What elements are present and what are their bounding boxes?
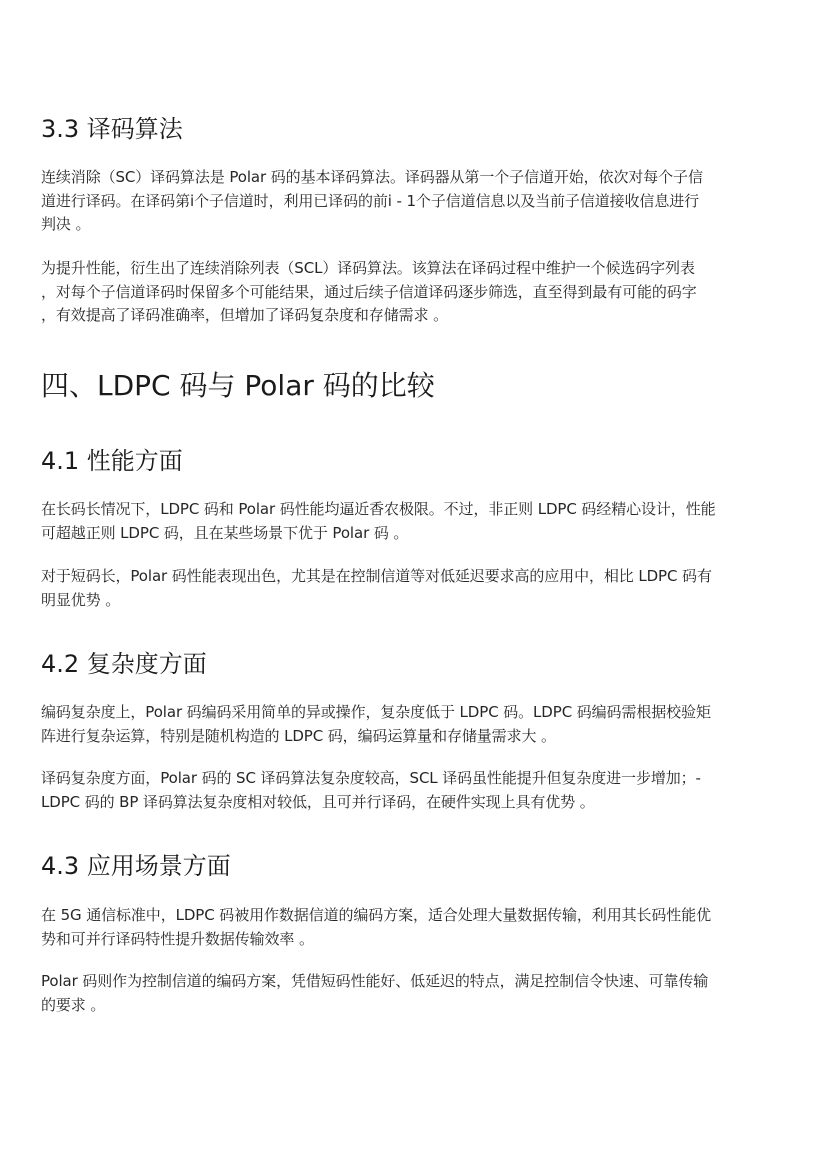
paragraph-line: 明显优势 。 [41,590,121,609]
paragraph-line: 连续消除（SC）译码算法是 Polar 码的基本译码算法。译码器从第一个子信道开始，依次对每个子信 [41,168,703,186]
paragraph-line: 在长码长情况下，LDPC 码和 Polar 码性能均逼近香农极限。不过，非正则 LDPC 码经精心设计，性能 [41,500,716,518]
paragraph-line: ，对每个子信道译码时保留多个可能结果，通过后续子信道译码逐步筛选，直至得到最有可能的码字 [41,282,697,301]
paragraph-line: 道进行译码。在译码第i个子信道时，利用已译码的前i - 1个子信道信息以及当前子信道接收信息进行 [41,191,700,210]
paragraph-line: Polar 码则作为控制信道的编码方案，凭借短码性能好、低延迟的特点，满足控制信令快速、可靠传输 [41,972,709,990]
paragraph-line: 的要求 。 [41,995,106,1014]
paragraph-5g-ldpc [41,904,789,951]
paragraph-line: 可超越正则 LDPC 码，且在某些场景下优于 Polar 码 。 [41,523,409,542]
paragraph-line: 对于短码长，Polar 码性能表现出色，尤其是在控制信道等对低延迟要求高的应用中，相比 LDPC 码有 [41,567,712,585]
paragraph-performance-long [41,498,789,545]
paragraph-line: 为提升性能，衍生出了连续消除列表（SCL）译码算法。该算法在译码过程中维护一个候选码字列表 [41,259,695,277]
paragraph-line: 编码复杂度上，Polar 码编码采用简单的异或操作，复杂度低于 LDPC 码。LDPC 码编码需根据校验矩 [41,703,711,721]
section-heading-4-2: 4.2 复杂度方面 [41,650,207,678]
paragraph-performance-short [41,565,789,612]
paragraph-scl-decoding [41,257,789,328]
paragraph-decoding-complexity [41,767,789,814]
paragraph-line: 译码复杂度方面，Polar 码的 SC 译码算法复杂度较高，SCL 译码虽性能提升但复杂度进一步增加；- [41,769,701,787]
paragraph-line: 阵进行复杂运算，特别是随机构造的 LDPC 码，编码运算量和存储量需求大 。 [41,726,556,745]
paragraph-encoding-complexity [41,701,789,748]
paragraph-line: 判决 。 [41,215,91,234]
paragraph-line: 在 5G 通信标准中，LDPC 码被用作数据信道的编码方案，适合处理大量数据传输，利用其长码性能优 [41,906,712,924]
paragraph-5g-polar [41,970,789,1017]
section-heading-4-1: 4.1 性能方面 [41,447,183,475]
paragraph-line: 势和可并行译码特性提升数据传输效率 。 [41,929,314,948]
section-heading-3-3: 3.3 译码算法 [41,115,183,143]
paragraph-sc-decoding [41,166,789,237]
chapter-heading-4: 四、LDPC 码与 Polar 码的比较 [41,369,435,402]
paragraph-line: ，有效提高了译码准确率，但增加了译码复杂度和存储需求 。 [41,306,448,325]
paragraph-line: LDPC 码的 BP 译码算法复杂度相对较低，且可并行译码，在硬件实现上具有优势 。 [41,792,595,811]
section-heading-4-3: 4.3 应用场景方面 [41,852,231,880]
